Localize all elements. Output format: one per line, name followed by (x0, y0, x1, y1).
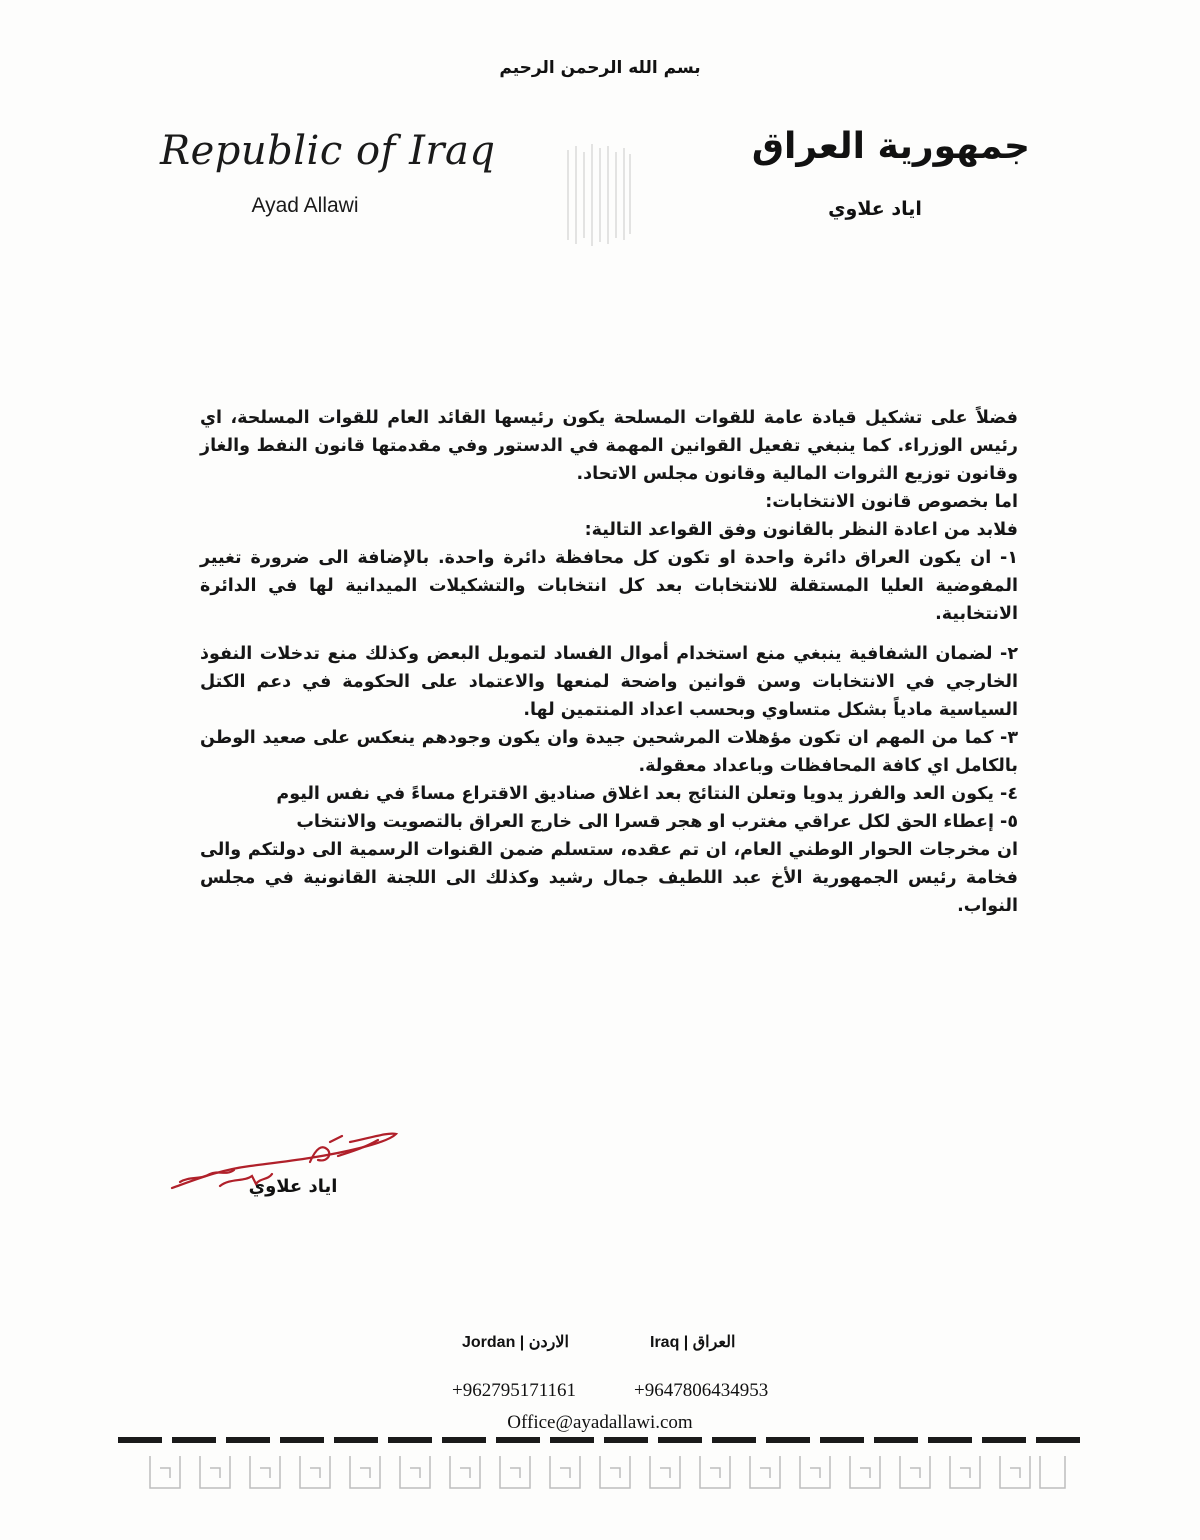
contact-phone-jordan: +962795171161 (452, 1380, 577, 1401)
body-paragraph-intro: فضلاً على تشكيل قيادة عامة للقوات المسلحة يكون رئيسها القائد العام للقوات المسلحة، اي رئيس الوزراء. كما ينبغي تفعيل القوانين المهمة في الدستور وفي مقدمتها قانون النفط والغاز وقانون توزيع الثروات المالية وقانون مجلس الاتحاد. (200, 408, 1018, 484)
body-paragraph-elections-heading: اما بخصوص قانون الانتخابات: (765, 492, 1018, 512)
body-list-item-2: ٢- لضمان الشفافية ينبغي منع استخدام أموال الفساد لتمويل البعض وكذلك منع تدخلات النفوذ الخارجي في الانتخابات وسن قوانين واضحة لمنعها والاعتماد على الحكومة في دعم الكتل السياسية مادياً بشكل متساوي وبحسب اعداد المنتمين لها. (200, 644, 1018, 720)
arabic-letterhead-title: جمهورية العراق (751, 126, 1030, 167)
signature-name: اياد علاوي (248, 1176, 338, 1197)
arabic-letterhead-name: اياد علاوي (828, 198, 922, 220)
footer-dashed-rule (118, 1436, 1088, 1444)
english-letterhead-name: Ayad Allawi (251, 194, 359, 217)
body-list-item-4: ٤- يكون العد والفرز يدويا وتعلن النتائج بعد اغلاق صناديق الاقتراع مساءً في نفس اليوم (276, 784, 1018, 804)
handwritten-signature (160, 1118, 420, 1218)
basmala: بسم الله الرحمن الرحيم (499, 58, 701, 78)
body-list-item-3: ٣- كما من المهم ان تكون مؤهلات المرشحين جيدة وان يكون وجودهم ينعكس على صعيد الوطن بالكامل اي كافة المحافظات وباعداد معقولة. (200, 728, 1018, 776)
footer-ornament-pattern (140, 1448, 1070, 1496)
contact-label-iraq: Iraq | العراق (650, 1334, 736, 1351)
contact-email: Office@ayadallawi.com (507, 1412, 693, 1433)
body-list-item-1: ١- ان يكون العراق دائرة واحدة او تكون كل محافظة دائرة واحدة. بالإضافة الى ضرورة تغيير المفوضية العليا المستقلة للانتخابات بعد كل انتخابات والتشكيلات الميدانية لها في الدائرة الانتخابية. (200, 548, 1018, 624)
emblem-watermark (558, 140, 638, 250)
english-letterhead-title: Republic of Iraq (160, 128, 496, 174)
contact-phone-iraq: +9647806434953 (634, 1380, 769, 1401)
body-paragraph-closing: ان مخرجات الحوار الوطني العام، ان تم عقده، ستسلم ضمن القنوات الرسمية الى دولتكم والى فخامة رئيس الجمهورية الأخ عبد اللطيف جمال رشيد وكذلك الى اللجنة القانونية في مجلس النواب. (200, 840, 1018, 916)
body-list-item-5: ٥- إعطاء الحق لكل عراقي مغترب او هجر قسرا الى خارج العراق بالتصويت والانتخاب (296, 812, 1018, 832)
letter-body (200, 404, 1018, 920)
body-paragraph-rules-intro: فلابد من اعادة النظر بالقانون وفق القواعد التالية: (584, 520, 1018, 540)
contact-label-jordan: Jordan | الاردن (462, 1334, 569, 1351)
